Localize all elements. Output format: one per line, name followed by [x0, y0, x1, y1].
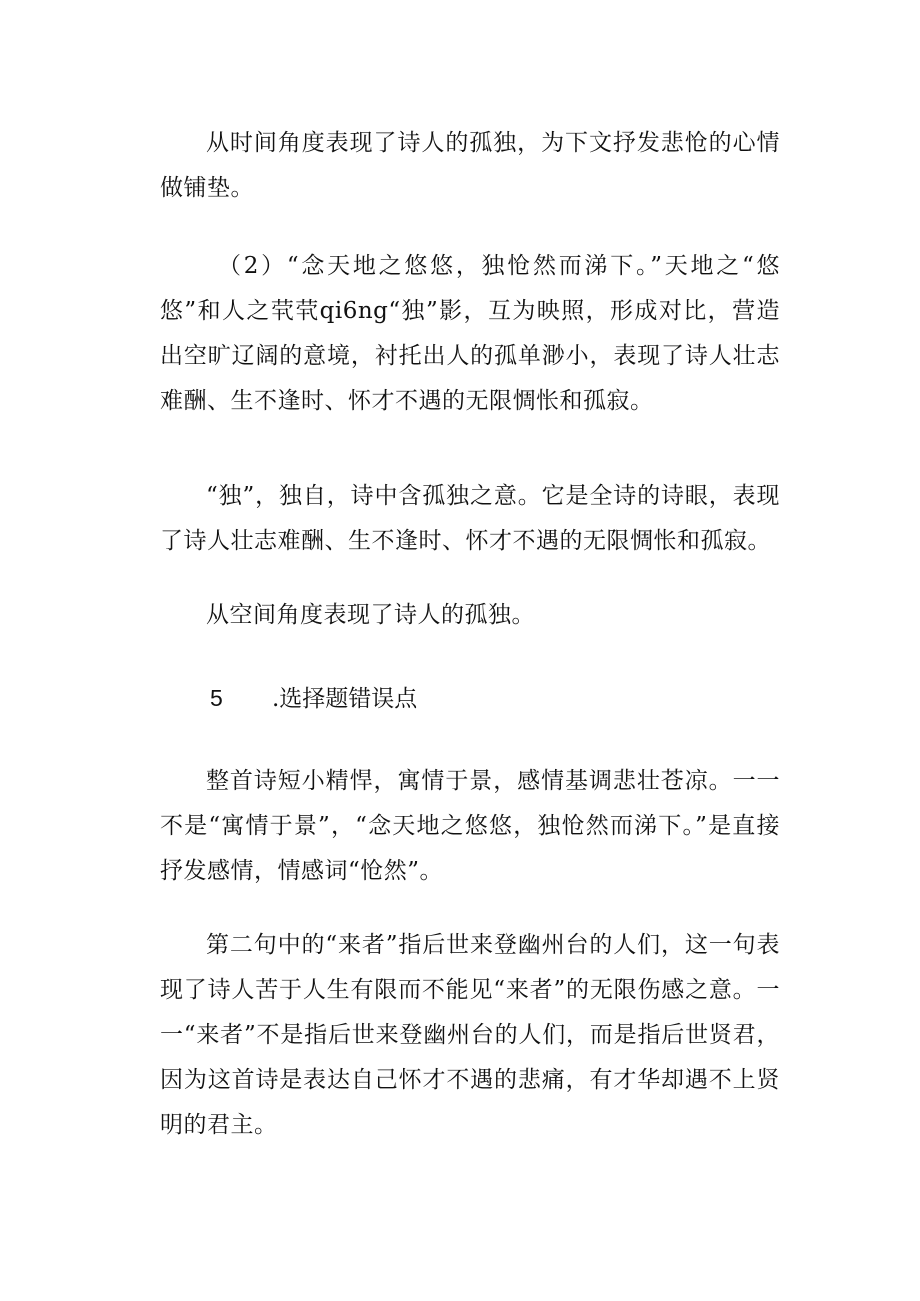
paragraph-time-perspective: 从时间角度表现了诗人的孤独，为下文抒发悲怆的心情做铺垫。 — [160, 130, 780, 201]
paragraph-error-2: 第二句中的“来者”指后世来登幽州台的人们，这一句表现了诗人苦于人生有限而不能见“来者”的无限伤感之意。一一“来者”不是指后世来登幽州台的人们，而是指后世贤君，因为这首诗是表达自己怀才不遇的悲痛，有才华却遇不上贤明的君主。 — [160, 932, 780, 1138]
section-title: .选择题错误点 — [272, 686, 418, 712]
paragraph-error-1: 整首诗短小精悍，寓情于景，感情基调悲壮苍凉。一一不是“寓情于景”，“念天地之悠悠，独怆然而涕下。”是直接抒发感情，情感词“怆然”。 — [160, 768, 780, 884]
paragraph-analysis-2: （2）“念天地之悠悠，独怆然而涕下。”天地之“悠悠”和人之茕茕qi6ng“独”影，互为映照，形成对比，营造出空旷辽阔的意境，衬托出人的孤单渺小，表现了诗人壮志难酬、生不逢时、怀才不遇的无限惆怅和孤寂。 — [160, 253, 780, 414]
section-number: 5 — [210, 685, 223, 711]
section-heading — [210, 680, 417, 717]
paragraph-space-perspective: 从空间角度表现了诗人的孤独。 — [206, 602, 535, 628]
paragraph-du-poem-eye: “独”，独自，诗中含孤独之意。它是全诗的诗眼，表现了诗人壮志难酬、生不逢时、怀才不遇的无限惆怅和孤寂。 — [160, 483, 780, 554]
